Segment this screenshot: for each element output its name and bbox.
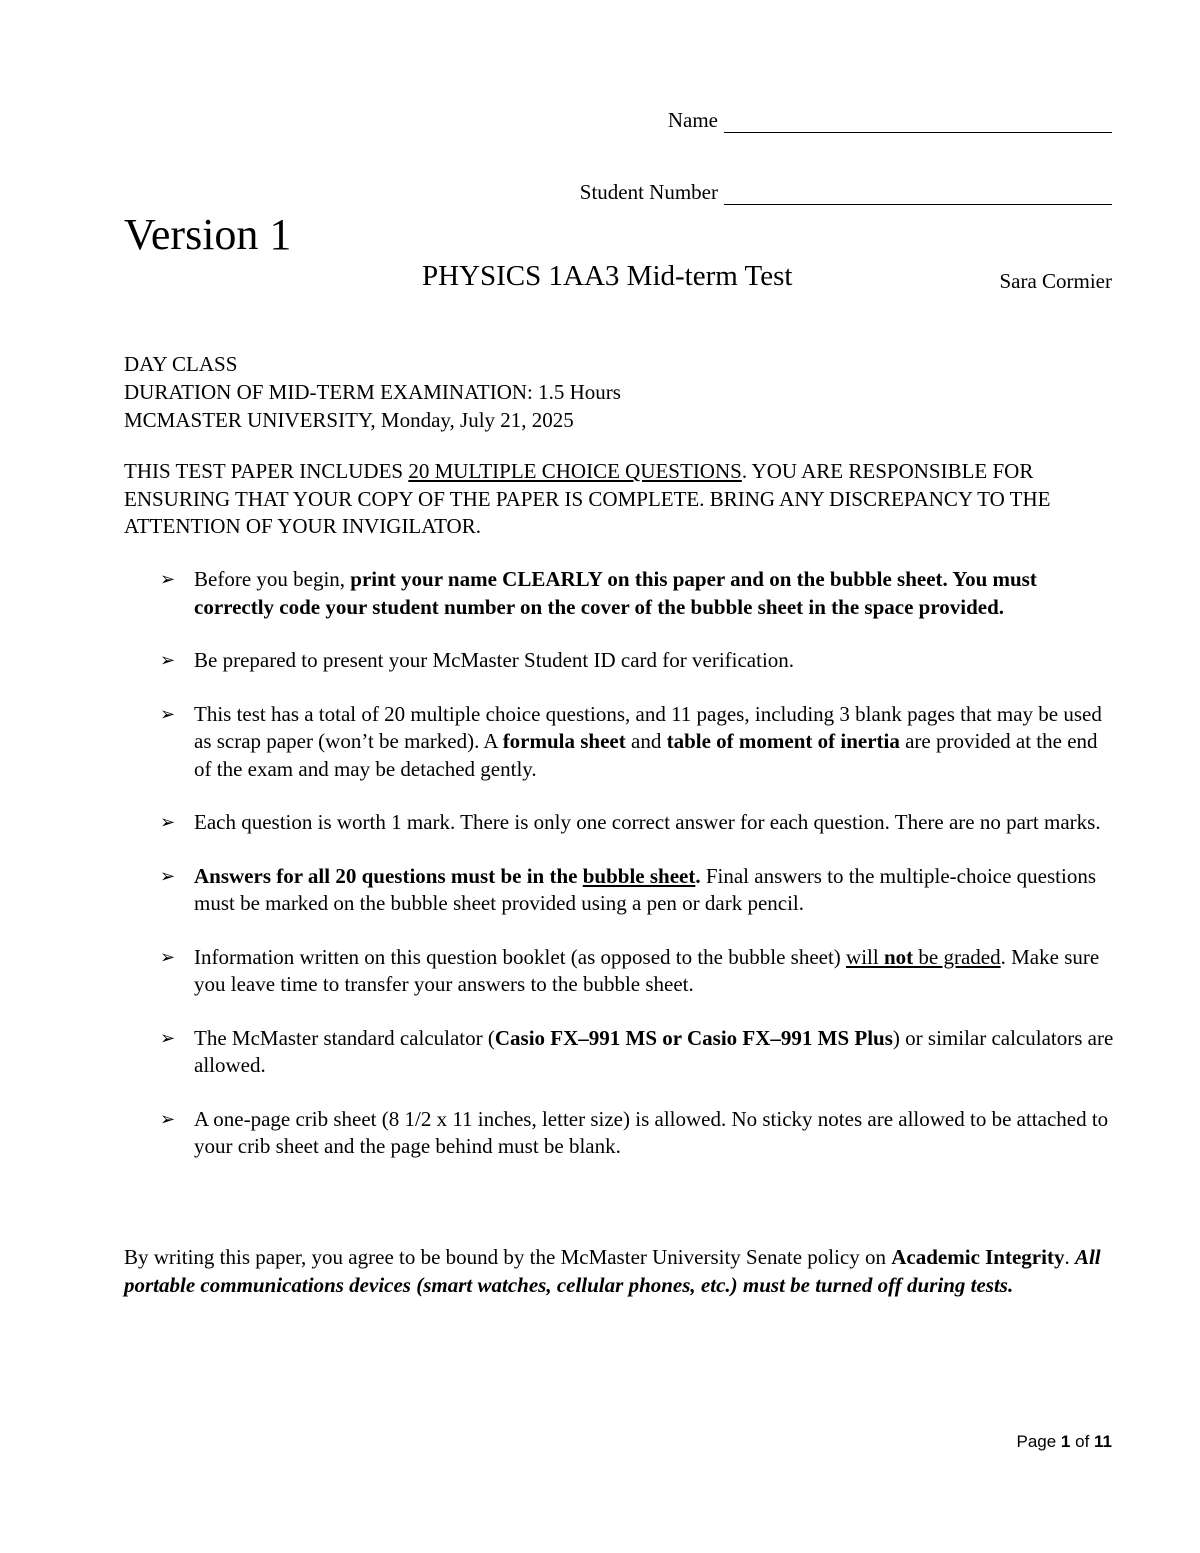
arrow-bullet-icon: ➢ bbox=[160, 1108, 176, 1129]
name-blank-line[interactable] bbox=[724, 114, 1112, 133]
test-title: PHYSICS 1AA3 Mid-term Test bbox=[422, 260, 793, 292]
instructor-name: Sara Cormier bbox=[999, 269, 1112, 293]
instructions-list bbox=[160, 566, 1116, 1187]
name-field[interactable] bbox=[668, 108, 1112, 133]
instruction-item: ➢ A one-page crib sheet (8 1/2 x 11 inches, letter size) is allowed. No sticky notes are allowed to be attached to your crib sheet and the page behind must be blank. bbox=[160, 1106, 1109, 1158]
paper-notice: THIS TEST PAPER INCLUDES 20 MULTIPLE CHOICE QUESTIONS. YOU ARE RESPONSIBLE FOR ENSURING THAT YOUR COPY OF THE PAPER IS COMPLETE. BRING ANY DISCREPANCY TO THE ATTENTION OF YOUR INVIGILATOR. bbox=[124, 459, 1051, 538]
exam-info bbox=[124, 350, 621, 434]
arrow-bullet-icon: ➢ bbox=[160, 703, 176, 724]
instruction-item: ➢ This test has a total of 20 multiple choice questions, and 11 pages, including 3 blank pages that may be used as scrap paper (won’t be marked). A formula sheet and table of moment of inertia are provided at the end of the exam and may be detached gently. bbox=[160, 701, 1102, 781]
arrow-bullet-icon: ➢ bbox=[160, 812, 176, 832]
version-label: Version 1 bbox=[124, 210, 292, 259]
arrow-bullet-icon: ➢ bbox=[160, 569, 176, 589]
instruction-item: ➢ Before you begin, print your name CLEARLY on this paper and on the bubble sheet. You must correctly code your student number on the cover of the bubble sheet in the space provided. bbox=[160, 567, 1037, 619]
student-number-field[interactable] bbox=[580, 180, 1112, 205]
class-type: DAY CLASS bbox=[124, 352, 238, 376]
instruction-item: ➢ Information written on this question booklet (as opposed to the bubble sheet) will not be graded. Make sure you leave time to transfer your answers to the bubble sheet. bbox=[160, 944, 1100, 996]
arrow-bullet-icon: ➢ bbox=[160, 650, 176, 670]
student-number-label: Student Number bbox=[579, 180, 718, 204]
instruction-item: ➢ Answers for all 20 questions must be in the bubble sheet. Final answers to the multiple-choice questions must be marked on the bubble sheet provided using a pen or dark pencil. bbox=[160, 863, 1097, 915]
exam-duration: DURATION OF MID-TERM EXAMINATION: 1.5 Hours bbox=[124, 380, 621, 404]
instruction-item: ➢ Each question is worth 1 mark. There is only one correct answer for each question. There are no part marks. bbox=[160, 809, 1116, 837]
page-number: Page 1 of 11 bbox=[1016, 1432, 1112, 1451]
student-number-blank-line[interactable] bbox=[724, 186, 1112, 205]
instruction-item: ➢ Be prepared to present your McMaster Student ID card for verification. bbox=[160, 647, 1116, 675]
arrow-bullet-icon: ➢ bbox=[160, 946, 176, 967]
academic-integrity-statement: By writing this paper, you agree to be bound by the McMaster University Senate policy on Academic Integrity. All portable communications devices (smart watches, cellular phones, etc.) must be turned off during tests. bbox=[124, 1245, 1101, 1297]
name-label: Name bbox=[667, 108, 718, 132]
question-count: 20 MULTIPLE CHOICE QUESTIONS bbox=[408, 459, 742, 483]
exam-date: MCMASTER UNIVERSITY, Monday, July 21, 2025 bbox=[124, 408, 574, 432]
arrow-bullet-icon: ➢ bbox=[160, 865, 176, 886]
instruction-item: ➢ The McMaster standard calculator (Casio FX–991 MS or Casio FX–991 MS Plus) or similar calculators are allowed. bbox=[160, 1025, 1114, 1077]
arrow-bullet-icon: ➢ bbox=[160, 1027, 176, 1048]
